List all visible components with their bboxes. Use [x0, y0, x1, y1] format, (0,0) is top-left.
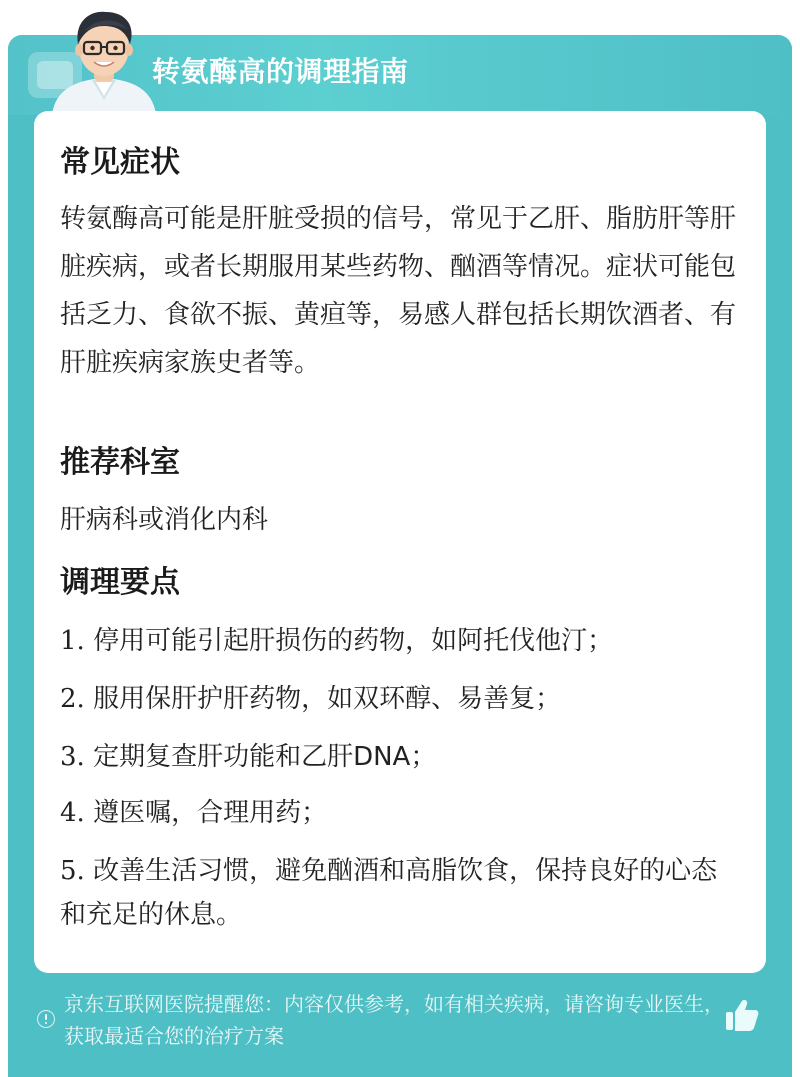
care-list-item — [60, 677, 740, 721]
list-number: 4. — [60, 798, 85, 828]
symptoms-heading: 常见症状 — [60, 145, 180, 180]
list-text: 停用可能引起肝损伤的药物，如阿托伐他汀； — [93, 626, 614, 656]
info-icon — [37, 1010, 55, 1028]
care-list-item — [60, 619, 740, 663]
symptoms-paragraph: 转氨酶高可能是肝脏受损的信号，常见于乙肝、脂肪肝等肝脏疾病，或者长期服用某些药物、酗酒等情况。症状可能包括乏力、食欲不振、黄疸等，易感人群包括长期饮酒者、有肝脏疾病家族史者等。 — [60, 204, 737, 378]
page-title: 转氨酶高的调理指南 — [152, 55, 409, 88]
care-list-item — [60, 791, 740, 835]
care-heading: 调理要点 — [60, 565, 180, 600]
list-text: 定期复查肝功能和乙肝DNA； — [93, 742, 437, 772]
list-number: 3. — [60, 742, 85, 772]
list-number: 5. — [60, 856, 85, 886]
doctor-avatar — [44, 4, 164, 114]
list-text: 遵医嘱，合理用药； — [93, 798, 328, 828]
list-text: 改善生活习惯，避免酗酒和高脂饮食，保持良好的心态和充足的休息。 — [60, 856, 718, 930]
department-paragraph: 肝病科或消化内科 — [60, 505, 269, 535]
care-list-item — [60, 735, 740, 779]
list-number: 1. — [60, 626, 85, 656]
thumbs-up-icon[interactable] — [724, 998, 760, 1032]
list-number: 2. — [60, 684, 85, 714]
care-list-item — [60, 849, 740, 937]
department-heading: 推荐科室 — [60, 445, 180, 480]
footer-disclaimer: 京东互联网医院提醒您：内容仅供参考，如有相关疾病，请咨询专业医生，获取最适合您的治疗方案 — [64, 992, 724, 1048]
list-text: 服用保肝护肝药物，如双环醇、易善复； — [93, 684, 562, 714]
